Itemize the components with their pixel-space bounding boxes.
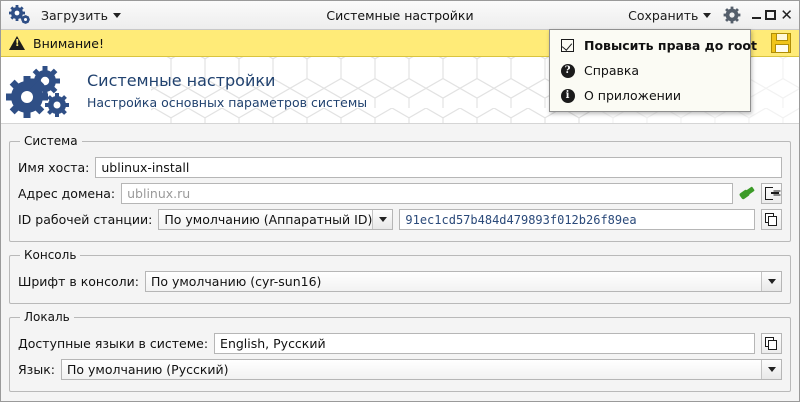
copy-workstation-id-button[interactable] [761, 209, 782, 230]
workstation-id-combo[interactable] [158, 209, 393, 230]
hostname-input[interactable]: ublinux-install [95, 157, 782, 178]
workstation-id-label: ID рабочей станции: [18, 212, 153, 227]
domain-label: Адрес домена: [18, 186, 116, 201]
help-circle-icon: ? [560, 63, 575, 78]
title-bar-right [624, 6, 797, 25]
chevron-down-icon[interactable] [761, 360, 781, 379]
copy-icon [765, 213, 778, 226]
menu-item-label: Справка [584, 63, 640, 78]
banner-subtitle: Настройка основных параметров системы [87, 94, 368, 110]
row-console-font [18, 271, 782, 292]
settings-dropdown-menu[interactable] [549, 29, 757, 112]
checkbox-icon [560, 38, 575, 53]
language-combo[interactable] [61, 359, 782, 380]
chevron-down-icon [113, 13, 121, 18]
save-menu-label: Сохранить [628, 7, 699, 23]
row-domain [18, 183, 782, 204]
gears-logo-icon [1, 57, 87, 123]
menu-item-help[interactable] [550, 58, 750, 83]
menu-item-label: Повысить права до root [584, 38, 757, 53]
group-system [9, 134, 791, 242]
row-workstation-id [18, 209, 782, 230]
title-bar-left [3, 5, 125, 25]
window-controls [749, 5, 793, 24]
language-value: По умолчанию (Русский) [66, 362, 229, 377]
banner-text-block [87, 71, 367, 110]
chevron-down-icon[interactable] [372, 210, 392, 229]
available-languages-label: Доступные языки в системе: [18, 336, 209, 351]
gears-icon [9, 5, 31, 25]
banner-title: Системные настройки [87, 70, 276, 90]
settings-gear-icon[interactable] [723, 6, 741, 24]
warning-triangle-icon [9, 36, 25, 50]
menu-item-about[interactable] [550, 83, 750, 108]
window-title: Системные настройки [326, 7, 474, 23]
floppy-save-icon[interactable] [771, 33, 791, 53]
row-hostname [18, 157, 782, 178]
settings-content [1, 124, 799, 392]
save-menu-button[interactable] [624, 6, 715, 25]
available-languages-edit-button[interactable] [761, 333, 782, 354]
row-available-languages [18, 333, 782, 354]
domain-external-button[interactable] [761, 183, 782, 204]
list-edit-icon [765, 337, 778, 350]
minimize-icon[interactable] [751, 9, 762, 21]
group-system-legend: Система [24, 134, 78, 148]
hostname-label: Имя хоста: [18, 160, 90, 175]
external-link-icon [765, 187, 778, 200]
console-font-value: По умолчанию (cyr-sun16) [150, 274, 322, 289]
row-language [18, 359, 782, 380]
workstation-id-value: 91ec1cd57b484d479893f012b26f89ea [399, 209, 755, 230]
chevron-down-icon [703, 13, 711, 18]
plug-connect-icon[interactable] [739, 186, 755, 202]
group-console [9, 248, 791, 304]
chevron-down-icon[interactable] [761, 272, 781, 291]
domain-input[interactable]: ublinux.ru [121, 183, 733, 204]
available-languages-input[interactable]: English, Русский [214, 333, 755, 354]
close-icon[interactable]: ✕ [780, 5, 793, 24]
gear-icon-svg [723, 6, 741, 24]
menu-item-elevate-root[interactable] [550, 33, 757, 58]
title-bar [1, 1, 799, 30]
gears-icon-svg [9, 5, 31, 25]
info-circle-icon: i [560, 88, 575, 103]
load-menu-label: Загрузить [41, 7, 108, 23]
warning-text: Внимание! [33, 35, 104, 51]
group-locale [9, 310, 791, 392]
console-font-combo[interactable] [145, 271, 782, 292]
language-label: Язык: [18, 362, 55, 377]
workstation-id-combo-value: По умолчанию (Аппаратный ID) [164, 212, 373, 227]
group-console-legend: Консоль [24, 248, 77, 262]
load-menu-button[interactable] [37, 6, 125, 25]
console-font-label: Шрифт в консоли: [18, 274, 139, 289]
maximize-icon[interactable] [765, 10, 776, 20]
group-locale-legend: Локаль [24, 310, 70, 324]
menu-item-label: О приложении [584, 88, 682, 103]
